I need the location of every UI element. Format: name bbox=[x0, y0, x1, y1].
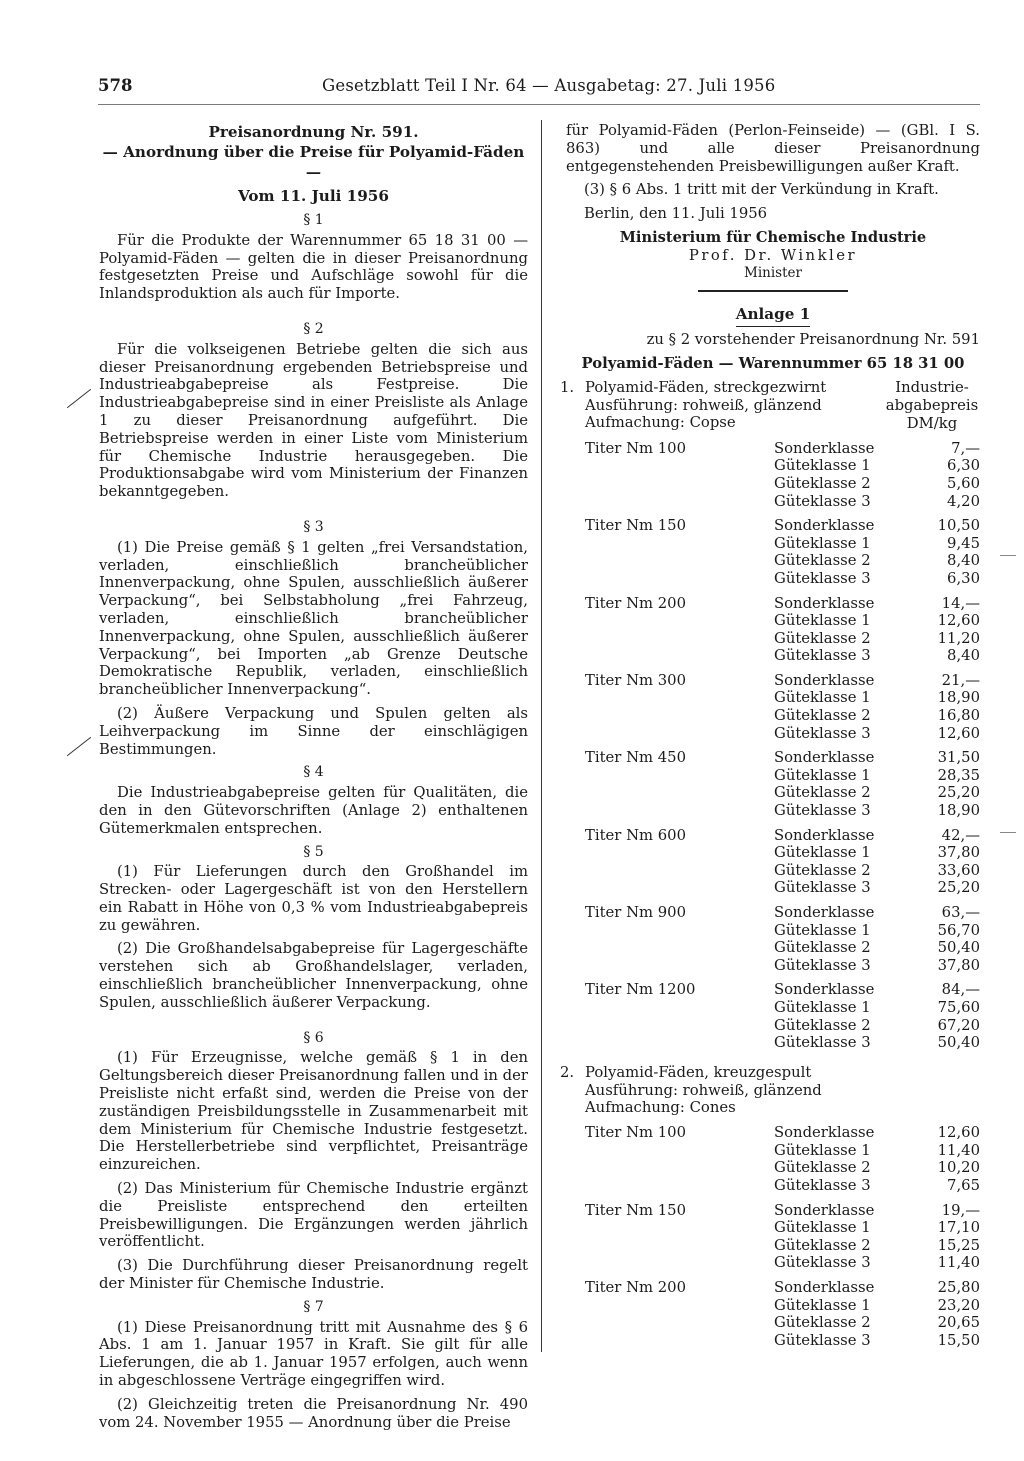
quality-class: Sonderklasse bbox=[774, 671, 875, 689]
price-row bbox=[774, 1124, 980, 1142]
titer-label: Titer Nm 100 bbox=[585, 1124, 687, 1142]
price-row bbox=[774, 904, 980, 922]
price-value: 20,65 bbox=[937, 1314, 980, 1332]
price-column-header bbox=[884, 379, 980, 433]
price-value: 33,60 bbox=[937, 861, 980, 879]
margin-pencil-mark bbox=[67, 389, 91, 408]
product-entry bbox=[560, 1063, 980, 1350]
price-value: 10,50 bbox=[937, 517, 980, 535]
section-heading: § 6 bbox=[303, 1029, 324, 1046]
quality-class: Güteklasse 3 bbox=[774, 492, 871, 510]
page-number: 578 bbox=[98, 76, 133, 95]
titer-group bbox=[566, 749, 980, 819]
left-column bbox=[99, 122, 528, 1437]
price-value: 19,— bbox=[941, 1201, 980, 1219]
titer-group bbox=[566, 904, 980, 974]
price-value: 7,65 bbox=[947, 1176, 980, 1194]
quality-class: Güteklasse 1 bbox=[774, 844, 871, 862]
signature-rule bbox=[698, 290, 848, 292]
price-row bbox=[774, 630, 980, 648]
price-value: 50,40 bbox=[937, 1034, 980, 1052]
price-value: 4,20 bbox=[947, 492, 980, 510]
titer-group bbox=[566, 1279, 980, 1349]
product-description-line: Aufmachung: Cones bbox=[585, 1099, 736, 1117]
price-row bbox=[774, 1254, 980, 1272]
annex-title: Anlage 1 bbox=[735, 305, 811, 324]
price-row bbox=[774, 981, 980, 999]
price-value: 56,70 bbox=[937, 921, 980, 939]
price-value: 15,50 bbox=[937, 1331, 980, 1349]
price-row bbox=[774, 1219, 980, 1237]
titer-group bbox=[566, 517, 980, 587]
price-row bbox=[774, 535, 980, 553]
quality-class: Güteklasse 1 bbox=[774, 1141, 871, 1159]
price-value: 6,30 bbox=[947, 569, 980, 587]
price-value: 84,— bbox=[941, 981, 980, 999]
titer-group bbox=[566, 672, 980, 742]
quality-class: Güteklasse 3 bbox=[774, 724, 871, 742]
quality-class: Güteklasse 2 bbox=[774, 552, 871, 570]
titer-label: Titer Nm 600 bbox=[585, 826, 687, 844]
section-paragraph: (2) Die Großhandelsabgabepreise für Lagergeschäfte verstehen sich ab Großhandelslager, verladen, einschließlich brancheüblicher Innenverpackung, ohne Spulen, ausschließlich äußerer Verpackung. bbox=[99, 940, 528, 1011]
price-row bbox=[774, 493, 980, 511]
price-row bbox=[774, 939, 980, 957]
titer-group bbox=[566, 827, 980, 897]
quality-class: Güteklasse 3 bbox=[774, 879, 871, 897]
section-text: Die Industrieabgabepreise gelten für Qualitäten, die den in den Gütevorschriften (Anlage 2) enthaltenen Gütemerkmalen entsprechen. bbox=[99, 784, 528, 837]
price-row bbox=[774, 475, 980, 493]
price-row bbox=[774, 1279, 980, 1297]
price-row bbox=[774, 457, 980, 475]
price-row bbox=[774, 440, 980, 458]
price-row bbox=[774, 1177, 980, 1195]
price-value: 37,80 bbox=[937, 844, 980, 862]
right-column bbox=[560, 122, 980, 1349]
price-value: 10,20 bbox=[937, 1159, 980, 1177]
price-row bbox=[774, 725, 980, 743]
quality-class: Güteklasse 1 bbox=[774, 921, 871, 939]
price-row bbox=[774, 1297, 980, 1315]
price-list bbox=[560, 378, 980, 1350]
section-paragraph: (1) Für Lieferungen durch den Großhandel im Strecken- oder Lagergeschäft ist von den Herstellern ein Rabatt in Höhe von 0,3 % vom Industrieabgabepreis zu gewähren. bbox=[99, 863, 528, 934]
quality-class: Sonderklasse bbox=[774, 439, 875, 457]
price-row bbox=[774, 999, 980, 1017]
price-header-line: DM/kg bbox=[906, 414, 958, 432]
price-row bbox=[774, 1159, 980, 1177]
price-row bbox=[774, 802, 980, 820]
price-row bbox=[774, 922, 980, 940]
annex-reference: zu § 2 vorstehender Preisanordnung Nr. 591 bbox=[646, 331, 980, 349]
signature-block bbox=[566, 229, 980, 292]
price-row bbox=[774, 647, 980, 665]
price-row bbox=[774, 767, 980, 785]
product-entry bbox=[560, 378, 980, 1052]
quality-class: Güteklasse 3 bbox=[774, 1254, 871, 1272]
quality-class: Sonderklasse bbox=[774, 904, 875, 922]
quality-class: Güteklasse 3 bbox=[774, 1176, 871, 1194]
titer-group bbox=[566, 1124, 980, 1194]
price-row bbox=[774, 517, 980, 535]
price-row bbox=[774, 844, 980, 862]
quality-class: Güteklasse 2 bbox=[774, 1314, 871, 1332]
annex-title-underline bbox=[736, 326, 810, 327]
product-description-line: Polyamid-Fäden, kreuzgespult bbox=[585, 1063, 812, 1081]
price-value: 12,60 bbox=[937, 724, 980, 742]
price-value: 75,60 bbox=[937, 998, 980, 1016]
titer-group bbox=[566, 981, 980, 1051]
quality-class: Güteklasse 1 bbox=[774, 1219, 871, 1237]
price-row bbox=[774, 552, 980, 570]
quality-class: Güteklasse 1 bbox=[774, 766, 871, 784]
price-row bbox=[774, 957, 980, 975]
titer-label: Titer Nm 1200 bbox=[585, 981, 696, 999]
price-value: 9,45 bbox=[947, 534, 980, 552]
price-value: 42,— bbox=[941, 826, 980, 844]
ordinance-title: Preisanordnung Nr. 591. bbox=[208, 123, 419, 141]
price-row bbox=[774, 879, 980, 897]
product-number: 2. bbox=[560, 1063, 575, 1081]
column-divider bbox=[541, 120, 542, 1352]
section-heading: § 5 bbox=[303, 843, 324, 860]
quality-class: Güteklasse 2 bbox=[774, 1016, 871, 1034]
price-value: 67,20 bbox=[937, 1016, 980, 1034]
quality-class: Güteklasse 1 bbox=[774, 689, 871, 707]
quality-class: Güteklasse 3 bbox=[774, 1034, 871, 1052]
price-value: 12,60 bbox=[937, 612, 980, 630]
quality-class: Güteklasse 1 bbox=[774, 457, 871, 475]
price-value: 18,90 bbox=[937, 802, 980, 820]
price-list-heading: Polyamid-Fäden — Warennummer 65 18 31 00 bbox=[581, 354, 965, 372]
product-description-line: Ausführung: rohweiß, glänzend bbox=[585, 396, 822, 414]
price-row bbox=[774, 827, 980, 845]
quality-class: Güteklasse 3 bbox=[774, 569, 871, 587]
price-row bbox=[774, 672, 980, 690]
price-row bbox=[774, 784, 980, 802]
margin-tick bbox=[1000, 555, 1016, 556]
section-paragraph: (1) Diese Preisanordnung tritt mit Ausnahme des § 6 Abs. 1 am 1. Januar 1957 in Kraft. Sie gilt für alle Lieferungen, die ab 1. Januar 1957 erfolgen, auch wenn in abgeschlossene Verträge eingegriffen wird. bbox=[99, 1318, 528, 1390]
price-value: 25,80 bbox=[937, 1278, 980, 1296]
quality-class: Sonderklasse bbox=[774, 1278, 875, 1296]
price-value: 11,40 bbox=[937, 1141, 980, 1159]
margin-pencil-mark bbox=[67, 737, 91, 756]
price-value: 50,40 bbox=[937, 939, 980, 957]
product-description-line: Aufmachung: Copse bbox=[585, 414, 736, 432]
price-row bbox=[774, 1332, 980, 1350]
price-value: 14,— bbox=[941, 594, 980, 612]
product-number: 1. bbox=[560, 378, 575, 396]
section-heading: § 7 bbox=[303, 1298, 324, 1315]
price-value: 5,60 bbox=[947, 474, 980, 492]
price-row bbox=[774, 570, 980, 588]
titer-label: Titer Nm 100 bbox=[585, 439, 687, 457]
price-value: 7,— bbox=[951, 439, 980, 457]
price-value: 25,20 bbox=[937, 879, 980, 897]
section-heading: § 3 bbox=[303, 518, 324, 535]
signer-name: Prof. Dr. Winkler bbox=[688, 246, 858, 264]
titer-label: Titer Nm 150 bbox=[585, 1201, 687, 1219]
titer-label: Titer Nm 900 bbox=[585, 904, 687, 922]
signer-role: Minister bbox=[744, 264, 802, 281]
price-value: 12,60 bbox=[937, 1124, 980, 1142]
price-row bbox=[774, 707, 980, 725]
section-heading: § 1 bbox=[303, 212, 324, 228]
quality-class: Güteklasse 1 bbox=[774, 534, 871, 552]
quality-class: Güteklasse 2 bbox=[774, 707, 871, 725]
price-row bbox=[774, 862, 980, 880]
price-row bbox=[774, 1142, 980, 1160]
margin-tick bbox=[1000, 832, 1016, 833]
product-description-line: Ausführung: rohweiß, glänzend bbox=[585, 1081, 822, 1099]
section-text: Für die volkseigenen Betriebe gelten die sich aus dieser Preisanordnung ergebenden Betriebspreise und Industrieabgabepreise als Festpreise. Die Industrieabgabepreise sind in einer Preisliste als Anlage 1 zu dieser Preisanordnung aufgeführt. Die Betriebspreise werden in einer Liste vom Ministerium für Chemische Industrie herausgegeben. Die Produktionsabgabe wird vom Ministerium der Finanzen bekanntgegeben. bbox=[99, 340, 528, 501]
price-value: 37,80 bbox=[937, 956, 980, 974]
price-row bbox=[774, 1017, 980, 1035]
price-value: 11,40 bbox=[937, 1254, 980, 1272]
quality-class: Güteklasse 2 bbox=[774, 939, 871, 957]
section-text: Für die Produkte der Warennummer 65 18 31 00 — Polyamid-Fäden — gelten die in dieser Preisanordnung festgesetzten Preise und Aufschläge sowohl für die Inlandsproduktion als auch für Importe. bbox=[99, 231, 528, 303]
price-row bbox=[774, 1202, 980, 1220]
price-value: 18,90 bbox=[937, 689, 980, 707]
quality-class: Sonderklasse bbox=[774, 1201, 875, 1219]
quality-class: Güteklasse 2 bbox=[774, 784, 871, 802]
price-row bbox=[774, 689, 980, 707]
price-row bbox=[774, 595, 980, 613]
ordinance-subtitle: — Anordnung über die Preise für Polyamid-Fäden — bbox=[102, 143, 525, 181]
quality-class: Güteklasse 3 bbox=[774, 647, 871, 665]
titer-group bbox=[566, 595, 980, 665]
quality-class: Sonderklasse bbox=[774, 594, 875, 612]
titer-group bbox=[566, 1202, 980, 1272]
titer-label: Titer Nm 450 bbox=[585, 749, 687, 767]
titer-label: Titer Nm 300 bbox=[585, 671, 687, 689]
section-paragraph: (2) Das Ministerium für Chemische Industrie ergänzt die Preisliste entsprechend den erteilten Preisbewilligungen. Die Ergänzungen werden jährlich veröffentlicht. bbox=[99, 1180, 528, 1251]
quality-class: Güteklasse 2 bbox=[774, 861, 871, 879]
section-heading: § 2 bbox=[303, 320, 324, 337]
section-paragraph: (3) Die Durchführung dieser Preisanordnung regelt der Minister für Chemische Industrie. bbox=[99, 1257, 528, 1293]
price-value: 28,35 bbox=[937, 766, 980, 784]
quality-class: Güteklasse 1 bbox=[774, 998, 871, 1016]
titer-group bbox=[566, 440, 980, 510]
section-heading: § 4 bbox=[303, 764, 324, 781]
price-header-line: Industrie- bbox=[895, 378, 969, 396]
price-value: 25,20 bbox=[937, 784, 980, 802]
price-header-line: abgabepreis bbox=[885, 396, 979, 414]
titer-label: Titer Nm 200 bbox=[585, 594, 687, 612]
quality-class: Güteklasse 1 bbox=[774, 1296, 871, 1314]
quality-class: Sonderklasse bbox=[774, 1124, 875, 1142]
quality-class: Güteklasse 3 bbox=[774, 956, 871, 974]
ministry-name: Ministerium für Chemische Industrie bbox=[619, 228, 927, 246]
price-value: 23,20 bbox=[937, 1296, 980, 1314]
price-row bbox=[774, 612, 980, 630]
price-value: 31,50 bbox=[937, 749, 980, 767]
price-value: 63,— bbox=[941, 904, 980, 922]
price-row bbox=[774, 1237, 980, 1255]
page-header bbox=[98, 76, 978, 106]
titer-label: Titer Nm 200 bbox=[585, 1278, 687, 1296]
product-description-line: Polyamid-Fäden, streckgezwirnt bbox=[585, 378, 827, 396]
section-paragraph: (3) § 6 Abs. 1 tritt mit der Verkündung in Kraft. bbox=[584, 181, 939, 199]
gazette-header-title: Gesetzblatt Teil I Nr. 64 — Ausgabetag: 27. Juli 1956 bbox=[322, 76, 776, 95]
quality-class: Sonderklasse bbox=[774, 981, 875, 999]
price-value: 11,20 bbox=[937, 629, 980, 647]
price-value: 16,80 bbox=[937, 707, 980, 725]
quality-class: Güteklasse 3 bbox=[774, 1331, 871, 1349]
price-value: 8,40 bbox=[947, 552, 980, 570]
section-paragraph: (2) Äußere Verpackung und Spulen gelten als Leihverpackung im Sinne der einschlägigen Bestimmungen. bbox=[99, 704, 528, 758]
place-and-date: Berlin, den 11. Juli 1956 bbox=[584, 205, 768, 223]
price-value: 15,25 bbox=[937, 1236, 980, 1254]
price-row bbox=[774, 1034, 980, 1052]
section-paragraph: (1) Die Preise gemäß § 1 gelten „frei Versandstation, verladen, einschließlich brancheüblicher Innenverpackung, ohne Spulen, ausschließlich äußerer Verpackung“, bei Selbstabholung „frei Fahrzeug, verladen, einschließlich brancheüblicher Innenverpackung, ohne Spulen, ausschließlich äußerer Verpackung“, bei Importen „ab Grenze Deutsche Demokratische Republik, verladen, einschließlich brancheüblicher Innenverpackung“. bbox=[99, 538, 528, 699]
price-row bbox=[774, 749, 980, 767]
titer-label: Titer Nm 150 bbox=[585, 517, 687, 535]
quality-class: Güteklasse 3 bbox=[774, 802, 871, 820]
quality-class: Sonderklasse bbox=[774, 517, 875, 535]
section-paragraph: (1) Für Erzeugnisse, welche gemäß § 1 in den Geltungsbereich dieser Preisanordnung fallen und in der Preisliste nicht erfaßt sind, werden die Preise von der zuständigen Preisbildungsstelle in Zusammenarbeit mit dem Ministerium für Chemische Industrie festgesetzt. Die Herstellerbetriebe sind verpflichtet, Preisanträge einzureichen. bbox=[99, 1049, 528, 1174]
header-rule bbox=[98, 104, 980, 105]
quality-class: Sonderklasse bbox=[774, 826, 875, 844]
quality-class: Güteklasse 2 bbox=[774, 474, 871, 492]
price-row bbox=[774, 1314, 980, 1332]
price-value: 6,30 bbox=[947, 457, 980, 475]
continued-text: für Polyamid-Fäden (Perlon-Feinseide) — (GBl. I S. 863) und alle dieser Preisanordnung entgegenstehenden Preisbewilligungen außer Kraft. bbox=[566, 122, 980, 175]
quality-class: Güteklasse 2 bbox=[774, 629, 871, 647]
price-value: 17,10 bbox=[937, 1219, 980, 1237]
price-value: 21,— bbox=[941, 671, 980, 689]
section-paragraph: (2) Gleichzeitig treten die Preisanordnung Nr. 490 vom 24. November 1955 — Anordnung über die Preise bbox=[99, 1395, 528, 1431]
quality-class: Güteklasse 1 bbox=[774, 612, 871, 630]
quality-class: Güteklasse 2 bbox=[774, 1236, 871, 1254]
price-value: 8,40 bbox=[947, 647, 980, 665]
quality-class: Sonderklasse bbox=[774, 749, 875, 767]
ordinance-date: Vom 11. Juli 1956 bbox=[238, 187, 389, 205]
quality-class: Güteklasse 2 bbox=[774, 1159, 871, 1177]
